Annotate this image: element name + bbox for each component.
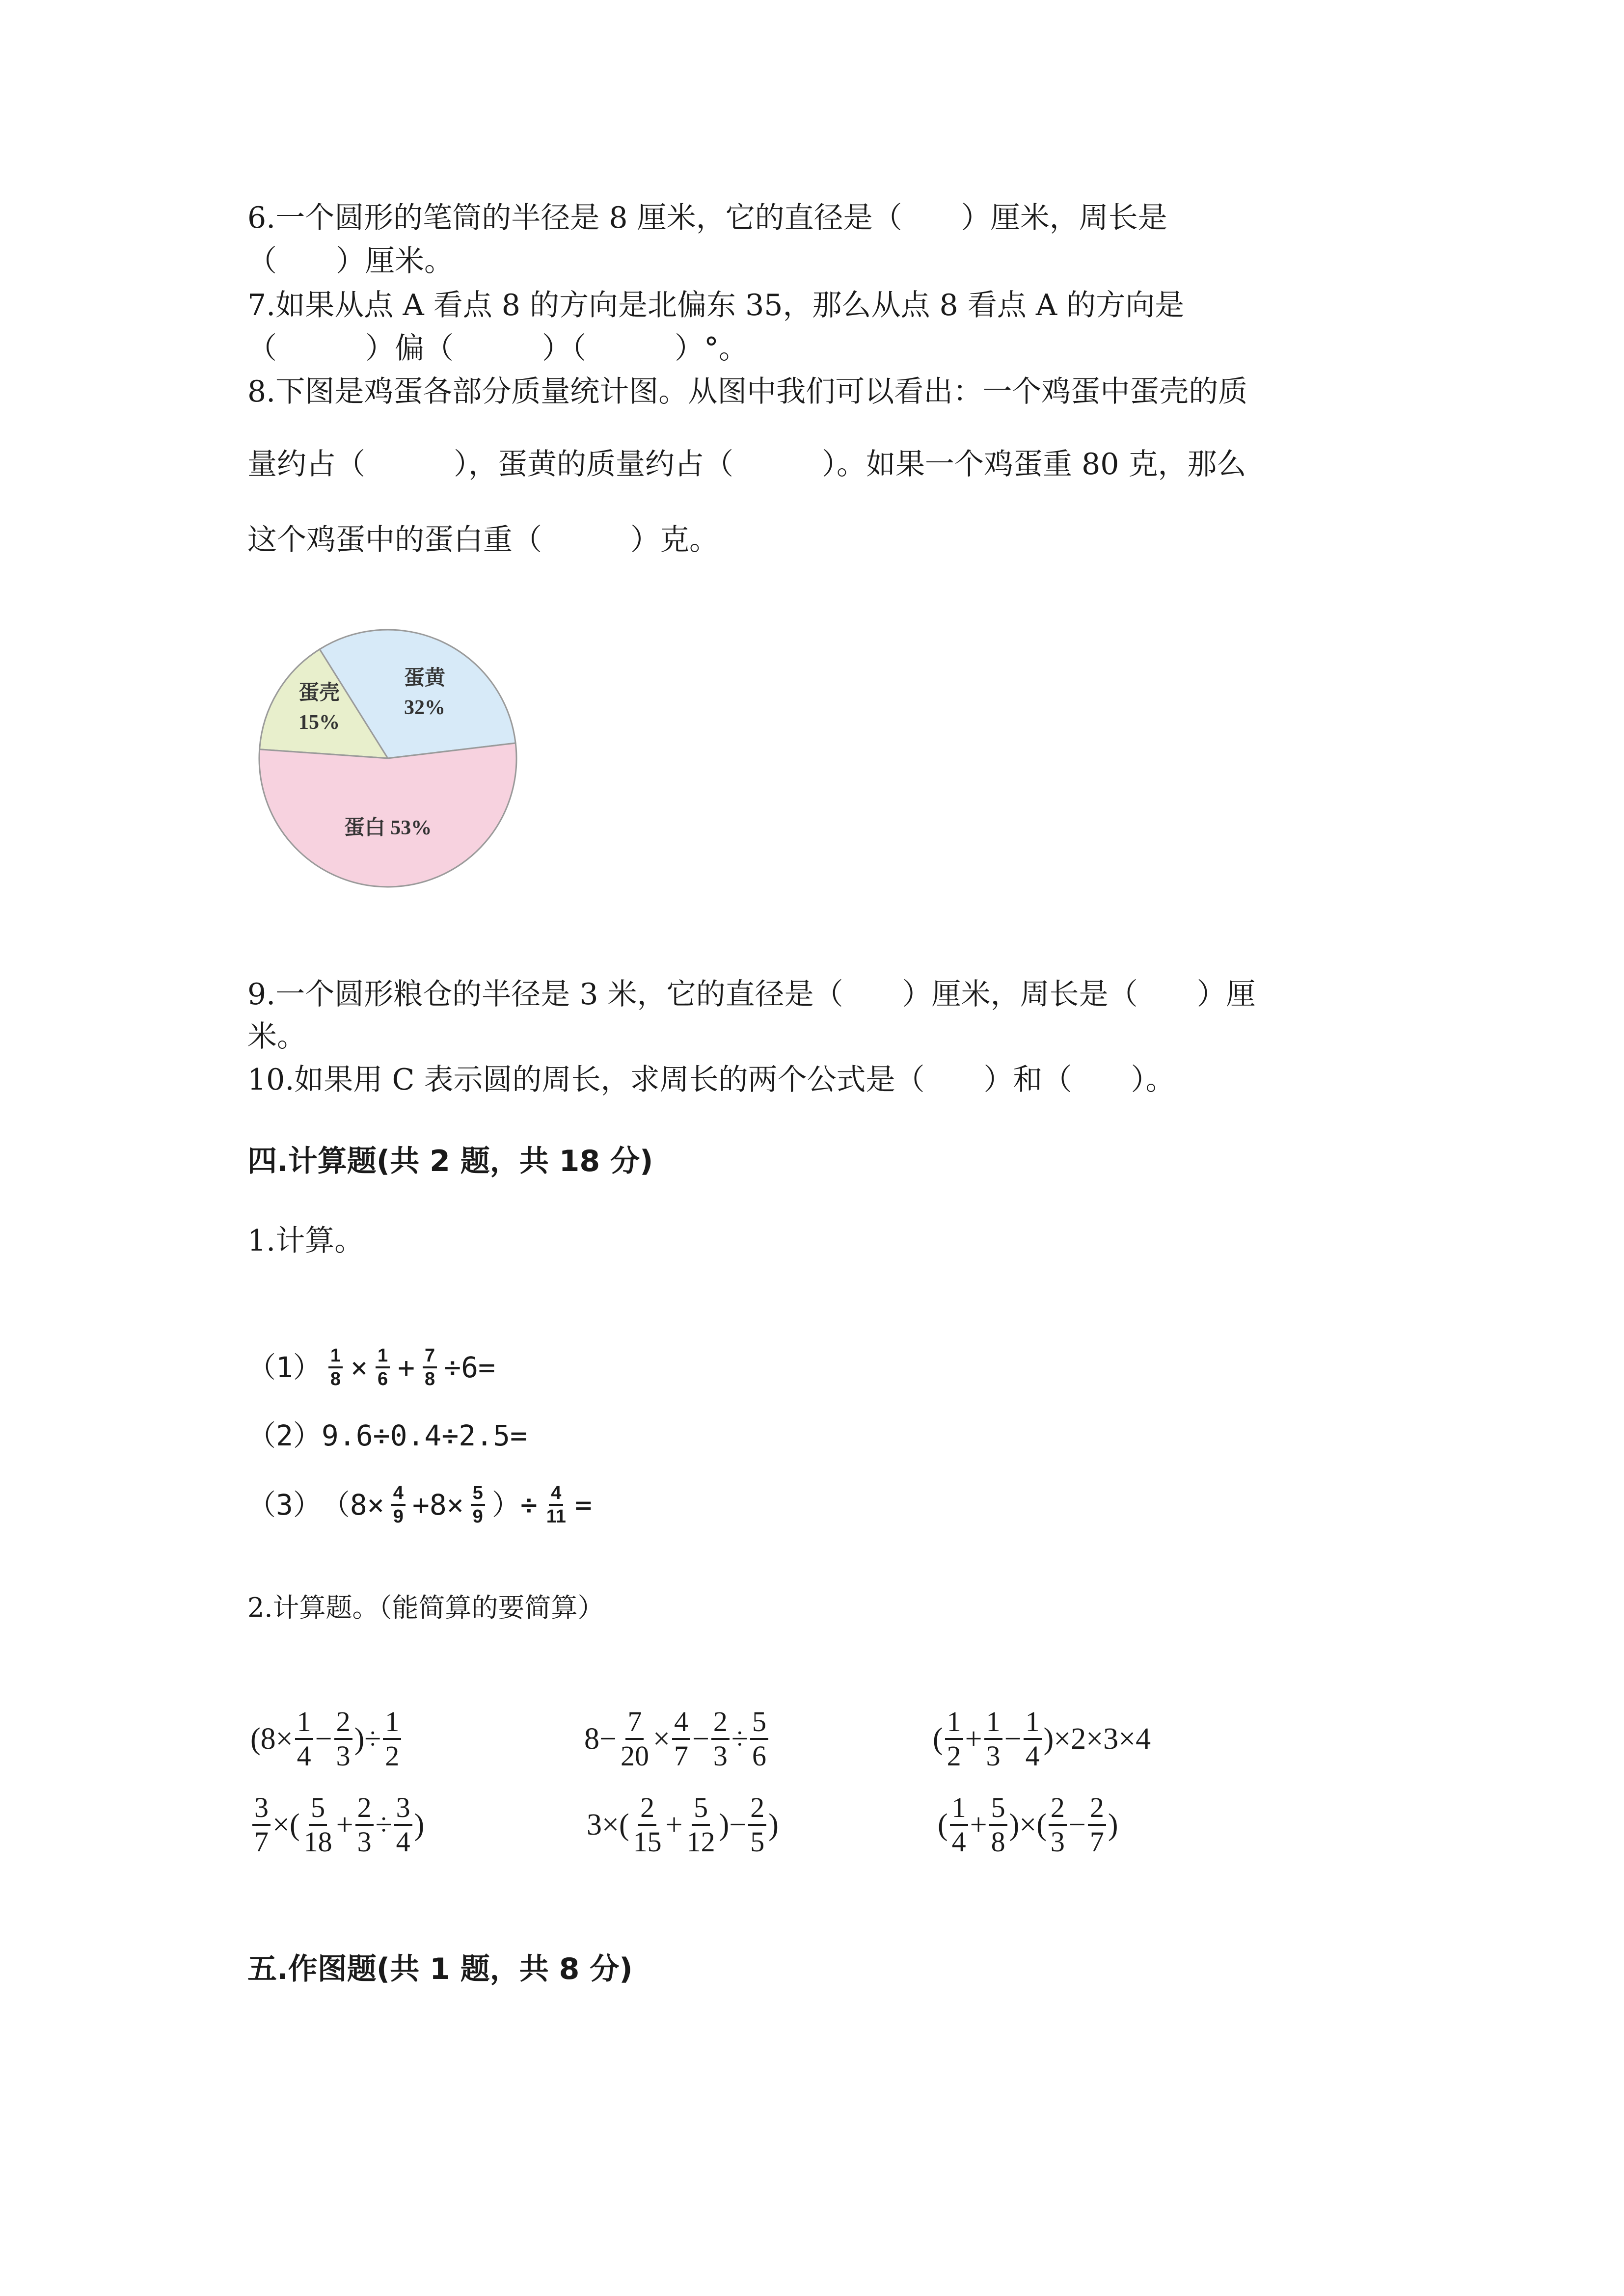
fraction: $\frac{2}{5}$ bbox=[748, 1791, 766, 1858]
fraction: $\frac{1}{8}$ bbox=[328, 1345, 343, 1390]
pie-percent-1: 32% bbox=[404, 696, 445, 719]
q9-line2: 米。 bbox=[247, 1019, 306, 1054]
expr-1: (8× $\frac{1}{4}$ − $\frac{2}{3}$ )÷ $\frac{1}{2}$ bbox=[250, 1706, 403, 1772]
fraction: $\frac{7}{8}$ bbox=[423, 1345, 437, 1390]
fraction: $\frac{2}{7}$ bbox=[1088, 1791, 1106, 1858]
calc-item-label: （1） bbox=[247, 1351, 322, 1384]
pie-label-2: 蛋白 53% bbox=[344, 817, 432, 839]
q7-line1: 7.如果从点 A 看点 8 的方向是北偏东 35，那么从点 8 看点 A 的方向是 bbox=[247, 288, 1185, 322]
q6-line2: （ ）厘米。 bbox=[247, 244, 454, 278]
calc-item-1: （1） $\frac{1}{8}$ × $\frac{1}{6}$ + $\frac{7}{8}$ ÷6= bbox=[247, 1345, 495, 1389]
section5-title: 五.作图题(共 1 题，共 8 分) bbox=[247, 1952, 633, 1986]
fraction: $\frac{1}{4}$ bbox=[1024, 1706, 1042, 1772]
fraction: $\frac{5}{6}$ bbox=[750, 1706, 768, 1772]
q4-2-title: 2.计算题。（能简算的要简算） bbox=[247, 1592, 604, 1623]
q4-1-title: 1.计算。 bbox=[247, 1224, 364, 1258]
q7-line2: （ ）偏（ ）（ ）°。 bbox=[247, 331, 748, 366]
fraction: $\frac{1}{3}$ bbox=[984, 1706, 1002, 1772]
pie-percent-0: 15% bbox=[298, 711, 340, 734]
expr-2: 8− $\frac{7}{20}$ × $\frac{4}{7}$ − $\frac{2}{3}$ ÷ $\frac{5}{6}$ bbox=[584, 1706, 770, 1772]
fraction: $\frac{5}{18}$ bbox=[303, 1791, 332, 1858]
fraction: $\frac{2}{15}$ bbox=[633, 1791, 662, 1858]
fraction: $\frac{4}{7}$ bbox=[672, 1706, 690, 1772]
calc-item-label: （2） bbox=[247, 1419, 322, 1452]
q9-line1: 9.一个圆形粮仓的半径是 3 米，它的直径是（ ）厘米，周长是（ ）厘 bbox=[247, 977, 1256, 1012]
fraction: $\frac{3}{7}$ bbox=[252, 1791, 271, 1858]
fraction: $\frac{1}{6}$ bbox=[376, 1345, 390, 1390]
expr-4: $\frac{3}{7}$ ×( $\frac{5}{18}$ + $\frac{2}{3}$ ÷ $\frac{3}{4}$ ) bbox=[250, 1791, 424, 1858]
q8-line2: 量约占（ ），蛋黄的质量约占（ ）。如果一个鸡蛋重 80 克，那么 bbox=[247, 447, 1246, 481]
expr-5: 3×( $\frac{2}{15}$ + $\frac{5}{12}$ )− $\frac{2}{5}$ ) bbox=[587, 1791, 779, 1858]
q6-line1: 6.一个圆形的笔筒的半径是 8 厘米，它的直径是（ ）厘米，周长是 bbox=[247, 201, 1167, 235]
fraction: $\frac{2}{3}$ bbox=[355, 1791, 374, 1858]
expr-3: ( $\frac{1}{2}$ + $\frac{1}{3}$ − $\frac{1}{4}$ )×2×3×4 bbox=[933, 1706, 1151, 1772]
fraction: $\frac{4}{9}$ bbox=[391, 1482, 406, 1527]
fraction: $\frac{1}{4}$ bbox=[295, 1706, 313, 1772]
pie-slice-2 bbox=[259, 743, 516, 887]
expr-6: ( $\frac{1}{4}$ + $\frac{5}{8}$ )×( $\frac{2}{3}$ − $\frac{2}{7}$ ) bbox=[938, 1791, 1118, 1858]
pie-label-1: 蛋黄 bbox=[404, 667, 446, 690]
fraction: $\frac{5}{9}$ bbox=[471, 1482, 485, 1527]
fraction: $\frac{2}{3}$ bbox=[1049, 1791, 1067, 1858]
fraction: $\frac{4}{11}$ bbox=[546, 1483, 566, 1527]
q8-line3: 这个鸡蛋中的蛋白重（ ）克。 bbox=[247, 523, 719, 557]
egg-pie-chart bbox=[255, 628, 525, 893]
fraction: $\frac{1}{4}$ bbox=[950, 1791, 968, 1858]
section4-title: 四.计算题(共 2 题，共 18 分) bbox=[247, 1144, 653, 1178]
fraction: $\frac{2}{3}$ bbox=[711, 1706, 730, 1772]
fraction: $\frac{1}{2}$ bbox=[945, 1706, 963, 1772]
fraction: $\frac{2}{3}$ bbox=[334, 1706, 352, 1772]
fraction: $\frac{1}{2}$ bbox=[383, 1706, 401, 1772]
pie-label-0: 蛋壳 bbox=[298, 682, 340, 704]
calc-item-label: （3） bbox=[247, 1488, 322, 1522]
fraction: $\frac{7}{20}$ bbox=[620, 1706, 649, 1772]
fraction: $\frac{3}{4}$ bbox=[394, 1791, 412, 1858]
fraction: $\frac{5}{12}$ bbox=[686, 1791, 715, 1858]
q8-line1: 8.下图是鸡蛋各部分质量统计图。从图中我们可以看出：一个鸡蛋中蛋壳的质 bbox=[247, 374, 1248, 409]
calc-item-2: （2） 9.6÷0.4÷2.5= bbox=[247, 1414, 527, 1458]
q10: 10.如果用 C 表示圆的周长，求周长的两个公式是（ ）和（ ）。 bbox=[247, 1063, 1175, 1097]
fraction: $\frac{5}{8}$ bbox=[989, 1791, 1007, 1858]
calc-item-3: （3） （8× $\frac{4}{9}$ +8× $\frac{5}{9}$ ）÷ $\frac{4}{11}$ = bbox=[247, 1483, 592, 1527]
